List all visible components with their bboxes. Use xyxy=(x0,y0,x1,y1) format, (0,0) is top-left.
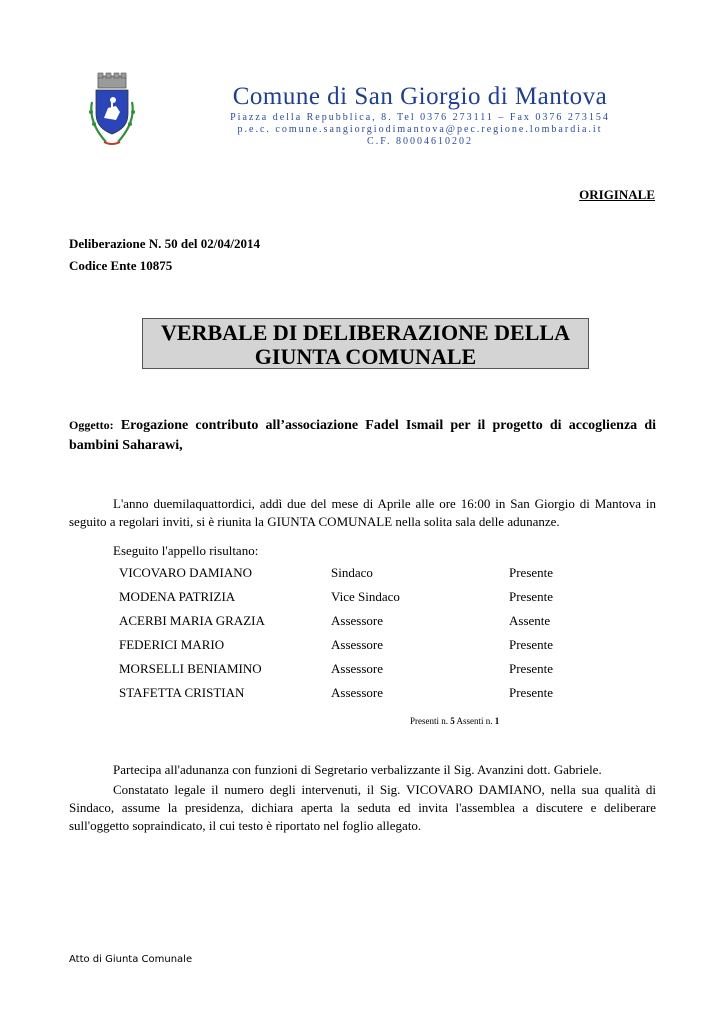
footer-text: Atto di Giunta Comunale xyxy=(69,954,193,965)
member-status: Assente xyxy=(509,613,551,628)
document-title-line2: GIUNTA COMUNALE xyxy=(254,344,477,369)
document-title-line1: VERBALE DI DELIBERAZIONE DELLA xyxy=(161,320,570,345)
deliberation-number: Deliberazione N. 50 del 02/04/2014 xyxy=(69,236,261,251)
member-status: Presente xyxy=(509,589,554,604)
member-row xyxy=(119,589,659,609)
member-row xyxy=(119,565,659,585)
ente-code: Codice Ente 10875 xyxy=(69,258,173,273)
member-role: Assessore xyxy=(331,637,383,652)
present-label: Presenti n. xyxy=(410,716,448,726)
original-label: ORIGINALE xyxy=(579,187,655,202)
member-row xyxy=(119,613,659,633)
member-row xyxy=(119,685,659,705)
document-title-box xyxy=(142,318,589,369)
absent-label: Assenti n. xyxy=(456,716,493,726)
member-status: Presente xyxy=(509,685,554,700)
member-role: Vice Sindaco xyxy=(331,589,400,604)
member-role: Assessore xyxy=(331,685,383,700)
member-role: Assessore xyxy=(331,661,383,676)
municipal-coat-of-arms-icon xyxy=(86,72,138,150)
member-status: Presente xyxy=(509,565,554,580)
quorum-paragraph: Constatato legale il numero degli intervenuti, il Sig. VICOVARO DAMIANO, nella sua qualità di Sindaco, assume la presidenza, dichiara aperta la seduta ed invita l'assemblea a discutere e deliberare sull'oggetto sopraindicato, il cui testo è riportato nel foglio allegato. xyxy=(69,782,656,833)
subject-block xyxy=(69,415,656,456)
absent-count: 1 xyxy=(494,716,500,726)
member-name: MORSELLI BENIAMINO xyxy=(119,661,262,676)
member-row xyxy=(119,637,659,657)
secretary-paragraph: Partecipa all'adunanza con funzioni di Segretario verbalizzante il Sig. Avanzini dott. Gabriele. xyxy=(113,762,602,777)
attendance-summary xyxy=(410,716,499,726)
member-name: MODENA PATRIZIA xyxy=(119,589,236,604)
member-name: FEDERICI MARIO xyxy=(119,637,225,652)
member-name: VICOVARO DAMIANO xyxy=(119,565,253,580)
member-role: Assessore xyxy=(331,613,383,628)
tax-code-line: C.F. 80004610202 xyxy=(367,136,473,147)
member-status: Presente xyxy=(509,661,554,676)
pec-line: p.e.c. comune.sangiorgiodimantova@pec.regione.lombardia.it xyxy=(237,124,603,135)
member-name: STAFETTA CRISTIAN xyxy=(119,685,245,700)
subject-label: Oggetto: xyxy=(69,418,114,432)
municipality-title: Comune di San Giorgio di Mantova xyxy=(232,83,608,110)
member-role: Sindaco xyxy=(331,565,373,580)
member-status: Presente xyxy=(509,637,554,652)
address-line: Piazza della Repubblica, 8. Tel 0376 273111 – Fax 0376 273154 xyxy=(230,112,610,123)
member-name: ACERBI MARIA GRAZIA xyxy=(119,613,265,628)
intro-paragraph: L'anno duemilaquattordici, addì due del mese di Aprile alle ore 16:00 in San Giorgio di Mantova in seguito a regolari inviti, si è riunita la GIUNTA COMUNALE nella solita sala delle adunanze. xyxy=(69,496,656,529)
present-count: 5 xyxy=(450,716,455,726)
member-row xyxy=(119,661,659,681)
subject-text: Erogazione contributo all’associazione Fadel Ismail per il progetto di accoglienza di bambini Saharawi, xyxy=(69,418,657,453)
roll-call-label: Eseguito l'appello risultano: xyxy=(113,543,259,558)
